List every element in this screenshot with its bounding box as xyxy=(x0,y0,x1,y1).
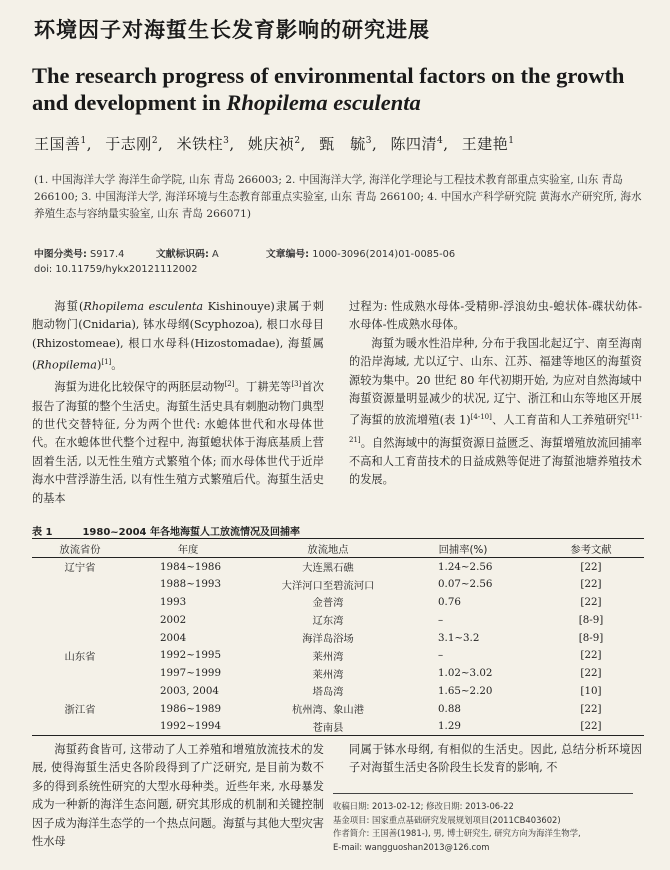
table-cell: [22] xyxy=(580,560,602,573)
table-header-cell: 回捕率(%) xyxy=(408,539,518,558)
table-cell: [8-9] xyxy=(578,631,604,644)
table-cell: [8-9] xyxy=(578,613,604,626)
table-caption xyxy=(32,523,300,538)
table-cell xyxy=(32,629,128,647)
table-cell: 1984~1986 xyxy=(160,560,222,573)
table-cell: 2002 xyxy=(160,613,187,626)
table-cell: [22] xyxy=(580,578,602,591)
table-cell: 辽宁省 xyxy=(64,562,96,575)
table-cell: 莱州湾 xyxy=(312,668,344,681)
table-cell: – xyxy=(438,649,444,662)
author-affiliation-mark: 1 xyxy=(80,136,87,146)
author-affiliation-mark: 4 xyxy=(437,136,444,146)
paragraph: 海蜇为进化比较保守的两胚层动物[2]。丁耕芜等[3]首次报告了海蜇的整个生活史。海蜇生活史具有刺胞动物门典型的世代交替特征, 分为两个世代: 水螅体世代和水母体世代。在水螅体世代整个过程中, 海蜇螅状体于海底基质上营固着生活, 以无性生殖方式繁殖个体; 而水母体世代于近岸海水中营浮游生活, 以有性生殖方式繁殖后代。海蜇生活史的基本 xyxy=(32,380,324,505)
table-row xyxy=(32,611,644,629)
title-english xyxy=(32,62,642,116)
clc-value: S917.4 xyxy=(90,249,125,260)
table-cell: 1993 xyxy=(160,595,187,608)
author-name: 王建艳$^1$ xyxy=(461,135,515,153)
table-cell: [22] xyxy=(580,649,602,662)
table-row xyxy=(32,646,644,664)
doi xyxy=(34,264,197,275)
table-cell: 0.07~2.56 xyxy=(438,578,493,591)
doc-code-label: 文献标识码: xyxy=(156,249,209,260)
table-cell: 辽东湾 xyxy=(312,615,344,628)
release-table xyxy=(32,538,644,736)
table-cell: [22] xyxy=(580,595,602,608)
table-cell: [10] xyxy=(580,684,602,697)
author-name: 于志刚$^2$ xyxy=(105,135,159,153)
footnotes xyxy=(333,800,643,854)
author-name: 米铁柱$^3$ xyxy=(176,135,230,153)
table-cell: 1988~1993 xyxy=(160,578,222,591)
table-cell xyxy=(32,611,128,629)
author-affiliation-mark: 3 xyxy=(365,136,372,146)
table-cell: [22] xyxy=(580,667,602,680)
body-column-bottom-right xyxy=(349,741,642,778)
table-header-cell: 放流地点 xyxy=(248,539,408,558)
table-cell: 1.02~3.02 xyxy=(438,667,493,680)
article-no xyxy=(266,246,455,260)
table-cell: 1992~1994 xyxy=(128,718,248,736)
table-title: 1980~2004 年各地海蜇人工放流情况及回捕率 xyxy=(82,527,300,538)
table-row xyxy=(32,593,644,611)
table-number: 表 1 xyxy=(32,527,53,538)
table-cell: 1997~1999 xyxy=(160,667,222,680)
table-cell: 0.76 xyxy=(438,595,461,608)
footnote-fund: 基金项目: 国家重点基础研究发展规划项目(2011CB403602) xyxy=(333,814,561,825)
author-affiliation-mark: 2 xyxy=(151,136,159,146)
clc xyxy=(34,246,124,260)
table-cell: 0.88 xyxy=(438,702,461,715)
table-cell: – xyxy=(438,613,444,626)
doc-code-value: A xyxy=(212,249,219,260)
title-english-species: Rhopilema esculenta xyxy=(226,90,421,115)
author-affiliation-mark: 1 xyxy=(508,136,515,146)
doc-code xyxy=(156,246,219,260)
table-cell: 山东省 xyxy=(64,650,96,663)
table-header-cell: 参考文献 xyxy=(518,539,644,558)
paragraph: 同属于钵水母纲, 有相似的生活史。因此, 总结分析环境因子对海蜇生活史各阶段生长发育的影响, 不 xyxy=(349,743,642,775)
table-cell: 大连黑石礁 xyxy=(302,562,354,575)
doi-label: doi: xyxy=(34,264,53,275)
footnote-email[interactable]: E-mail: wangguoshan2013@126.com xyxy=(333,841,490,852)
table-cell xyxy=(32,664,128,682)
table-cell: [22] xyxy=(580,702,602,715)
paragraph: 海蜇药食皆可, 这带动了人工养殖和增殖放流技术的发展, 使得海蜇生活史各阶段得到了广泛研究, 是目前为数不多的得到系统性研究的大型水母种类。近些年来, 水母暴发成为一种新的海洋生态问题, 研究其形成的机制和关键控制因子成为海洋生态学的一个热点问题。海蜇与其他大型灾害性水母 xyxy=(32,743,324,849)
affiliations: (1. 中国海洋大学 海洋生命学院, 山东 青岛 266003; 2. 中国海洋大学, 海洋化学理论与工程技术教育部重点实验室, 山东 青岛 266100; 3. 中国海洋大学, 海洋环境与生态教育部重点实验室, 山东 青岛 266100; 4. 中国水产科学研究院 黄海水产研究所, 海水养殖生态与容纳量实验室, 山东 青岛 266071) xyxy=(34,174,642,220)
table-cell: 1.24~2.56 xyxy=(438,560,493,573)
table-cell: 苍南县 xyxy=(248,718,408,736)
table-row xyxy=(32,575,644,593)
table-cell: 塔岛湾 xyxy=(312,686,344,699)
table-cell: 2004 xyxy=(160,631,187,644)
author-name: 甄 毓$^3$ xyxy=(319,135,372,153)
table-cell: 3.1~3.2 xyxy=(438,631,480,644)
table-cell: [22] xyxy=(518,718,644,736)
author-affiliation-mark: 3 xyxy=(223,136,230,146)
table-cell: 大洋河口至碧流河口 xyxy=(281,579,375,592)
author-affiliation-mark: 2 xyxy=(294,136,301,146)
table-row xyxy=(32,629,644,647)
table-cell: 2003, 2004 xyxy=(160,684,219,697)
table-cell: 金普湾 xyxy=(312,597,344,610)
table-cell: 莱州湾 xyxy=(312,650,344,663)
clc-label: 中图分类号: xyxy=(34,249,87,260)
table-row xyxy=(32,700,644,718)
table-row xyxy=(32,682,644,700)
table-row xyxy=(32,718,644,736)
body-column-right xyxy=(349,298,642,490)
table-cell xyxy=(32,682,128,700)
table-header-cell: 年度 xyxy=(128,539,248,558)
table-cell: 1.65~2.20 xyxy=(438,684,493,697)
paragraph: 海蜇(Rhopilema esculenta Kishinouye)隶属于刺胞动物门(Cnidaria), 钵水母纲(Scyphozoa), 根口水母目(Rhizostomeae), 根口水母科(Hizostomadae), 海蜇属(Rhopilema)[1]。 xyxy=(32,300,324,372)
table-header-cell: 放流省份 xyxy=(32,539,128,558)
table-cell xyxy=(32,575,128,593)
table-header-row xyxy=(32,539,644,558)
table-cell: 1992~1995 xyxy=(160,649,222,662)
author-name: 王国善$^1$ xyxy=(34,135,87,153)
footnote-received: 收稿日期: 2013-02-12; 修改日期: 2013-06-22 xyxy=(333,801,514,811)
article-no-value: 1000-3096(2014)01-0085-06 xyxy=(312,249,456,260)
body-column-left xyxy=(32,298,324,508)
table-row xyxy=(32,558,644,576)
article-no-label: 文章编号: xyxy=(266,249,310,260)
title-english-main: The research progress of environmental factors on the growth and development in xyxy=(32,63,625,115)
author-list: 王国善$^1$, 于志刚$^2$, 米铁柱$^3$, 姚庆祯$^2$, 甄 毓$^3$, 陈四清$^4$, 王建艳$^1$ xyxy=(34,135,515,153)
doi-value[interactable]: 10.11759/hykx20121112002 xyxy=(55,264,198,275)
table-cell: 1.29 xyxy=(408,718,518,736)
author-name: 陈四清$^4$ xyxy=(390,135,444,153)
table-cell: 杭州湾、象山港 xyxy=(291,704,365,717)
table-cell: 1986~1989 xyxy=(160,702,222,715)
title-chinese: 环境因子对海蜇生长发育影响的研究进展 xyxy=(34,18,430,42)
paragraph: 海蜇为暖水性沿岸种, 分布于我国北起辽宁、南至海南的沿岸海域, 尤以辽宁、山东、江苏、福建等地区的海蜇资源较为集中。20 世纪 80 年代初期开始, 为应对自然海域中海蜇资源量明显减少的状况, 辽宁、浙江和山东等地区开展了海蜇的放流增殖(表 1)[4-10]、人工育苗和人工养殖研究[11-21]。自然海域中的海蜇资源日益匮乏、海蜇增殖放流回捕率不高和人工育苗技术的日益成熟等促进了海蜇池塘养殖技术的发展。 xyxy=(349,336,642,487)
paragraph: 过程为: 性成熟水母体-受精卵-浮浪幼虫-螅状体-碟状幼体-水母体-性成熟水母体。 xyxy=(349,300,642,332)
footnote-divider xyxy=(333,793,633,794)
body-column-bottom-left xyxy=(32,741,324,851)
footnote-author-bio: 作者简介: 王国善(1981-), 男, 博士研究生, 研究方向为海洋生物学, xyxy=(333,828,581,839)
table-row xyxy=(32,664,644,682)
table-cell xyxy=(32,718,128,736)
author-name: 姚庆祯$^2$ xyxy=(247,135,301,153)
table-cell xyxy=(32,593,128,611)
table-cell: 海洋岛浴场 xyxy=(302,633,354,646)
table-cell: 浙江省 xyxy=(64,704,96,717)
